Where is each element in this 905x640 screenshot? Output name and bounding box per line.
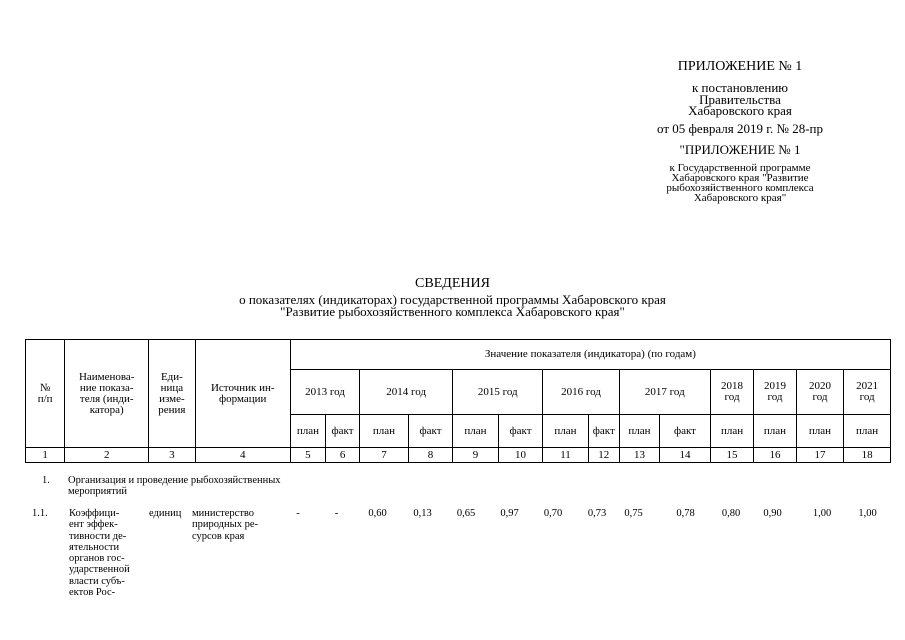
value-2016-plan: 0,70 [543,508,563,519]
header-plan: план [710,415,753,448]
header-year-2021: 2021 год [844,370,891,415]
header-num: № п/п [26,340,65,448]
value-2020-plan: 1,00 [812,508,832,519]
row-source: министерство природных ре- сурсов края [192,508,258,542]
row-unit: единиц [149,508,182,519]
col-number: 12 [588,448,619,463]
col-number: 15 [710,448,753,463]
section-number: 1. [42,475,50,486]
col-number: 2 [65,448,149,463]
header-plan: план [290,415,325,448]
col-number: 13 [619,448,659,463]
appendix-program: к Государственной программе Хабаровского края "Развитие рыбохозяйственного комплекса Хабаровского края" [666,162,814,204]
header-plan: план [543,415,589,448]
header-year-2019: 2019 год [754,370,796,415]
header-source: Источник ин- формации [195,340,290,448]
value-2014-plan: 0,60 [368,508,387,519]
col-number: 4 [195,448,290,463]
col-number: 17 [796,448,844,463]
col-number: 5 [290,448,325,463]
col-number: 14 [660,448,711,463]
document-subtitle: о показателях (индикаторах) государственной программы Хабаровского края "Развитие рыбохозяйственного комплекса Хабаровского края" [239,292,666,319]
value-2016-fact: 0,73 [587,508,607,519]
header-year-2018: 2018 год [710,370,753,415]
header-fact: факт [326,415,360,448]
appendix-date: от 05 февраля 2019 г. № 28-пр [657,121,823,136]
value-2018-plan: 0,80 [721,508,741,519]
value-2014-fact: 0,13 [413,508,432,519]
header-fact: факт [588,415,619,448]
value-2019-plan: 0,90 [763,508,782,519]
col-number: 9 [453,448,499,463]
header-plan: план [844,415,891,448]
section-title: Организация и проведение рыбохозяйственных мероприятий [68,475,281,497]
col-number: 1 [26,448,65,463]
row-number: 1.1. [32,508,48,519]
col-number: 10 [498,448,542,463]
value-2015-plan: 0,65 [456,508,476,519]
header-fact: факт [408,415,452,448]
header-year-2017: 2017 год [619,370,710,415]
header-plan: план [619,415,659,448]
indicators-table [25,339,891,463]
header-year-2015: 2015 год [453,370,543,415]
header-plan: план [796,415,844,448]
row-name: Коэффици- ент эффек- тивности де- ятельности органов гос- ударственной власти субъ- ектов Рос- [69,508,130,599]
col-number: 7 [360,448,409,463]
appendix-subtitle: "ПРИЛОЖЕНИЕ № 1 [679,142,801,157]
header-fact: факт [498,415,542,448]
col-number: 16 [754,448,796,463]
value-2013-fact: - [334,508,339,519]
col-number: 18 [844,448,891,463]
col-number: 6 [326,448,360,463]
header-name: Наименова- ние показа- теля (инди- катора) [65,340,149,448]
header-plan: план [360,415,409,448]
header-year-2016: 2016 год [543,370,620,415]
value-2013-plan: - [296,508,300,519]
col-number: 11 [543,448,589,463]
col-number: 8 [408,448,452,463]
value-2017-fact: 0,78 [676,508,695,519]
value-2015-fact: 0,97 [500,508,519,519]
header-values-group: Значение показателя (индикатора) (по годам) [290,340,890,370]
value-2017-plan: 0,75 [624,508,643,519]
col-number: 3 [149,448,196,463]
header-unit: Еди- ница изме- рения [149,340,196,448]
header-year-2013: 2013 год [290,370,359,415]
document-title: СВЕДЕНИЯ [415,276,490,291]
header-year-2014: 2014 год [360,370,453,415]
header-fact: факт [660,415,711,448]
value-2021-plan: 1,00 [858,508,877,519]
appendix-title: ПРИЛОЖЕНИЕ № 1 [677,59,803,74]
header-year-2020: 2020 год [796,370,844,415]
appendix-decree: к постановлению Правительства Хабаровского края [688,80,792,118]
header-plan: план [453,415,499,448]
header-plan: план [754,415,796,448]
